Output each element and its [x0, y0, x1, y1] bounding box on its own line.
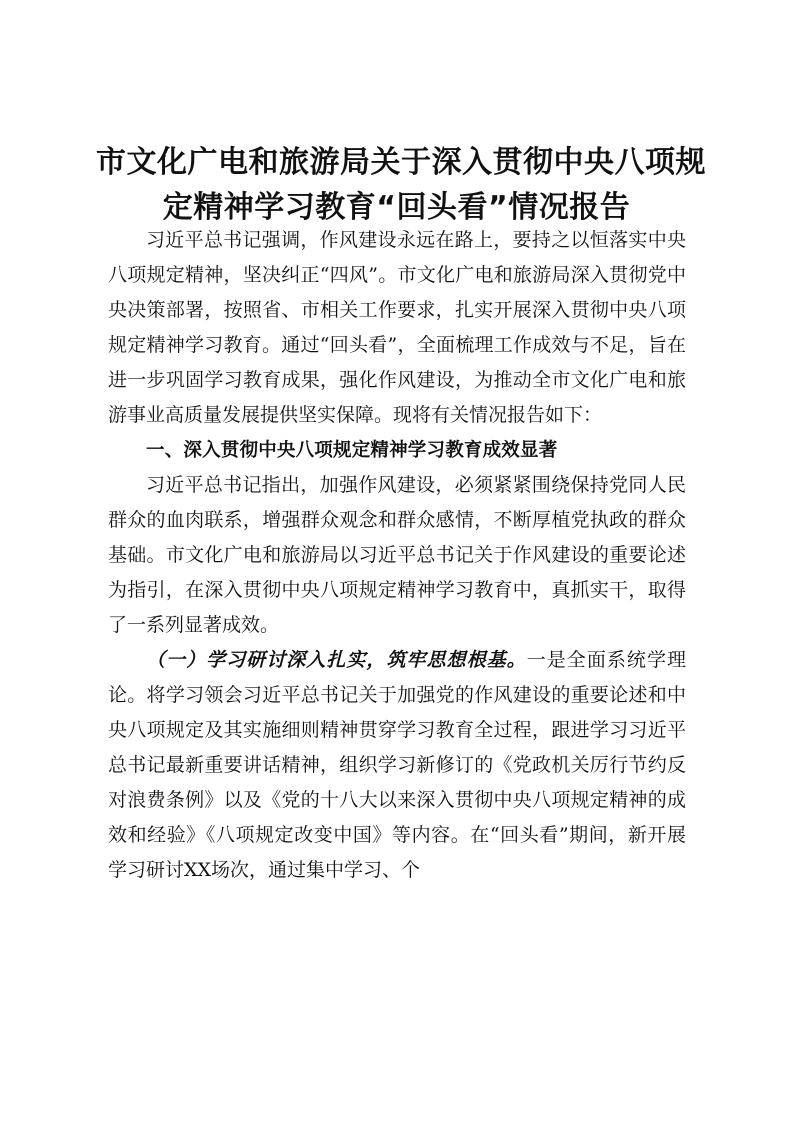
- intro-paragraph: 习近平总书记强调，作风建设永远在路上，要持之以恒落实中央八项规定精神，坚决纠正“四风”。市文化广电和旅游局深入贯彻党中央决策部署，按照省、市相关工作要求，扎实开展深入贯彻中央八项规定精神学习教育。通过“回头看”，全面梳理工作成效与不足，旨在进一步巩固学习教育成果，强化作风建设，为推动全市文化广电和旅游事业高质量发展提供坚实保障。现将有关情况报告如下：: [108, 229, 686, 426]
- section-1-heading: 一、深入贯彻中央八项规定精神学习教育成效显著: [146, 440, 558, 461]
- title-line-1: 市文化广电和旅游局关于深入贯彻中央八项规: [96, 145, 706, 180]
- section-1-paragraph: 习近平总书记指出，加强作风建设，必须紧紧围绕保持党同人民群众的血肉联系，增强群众观念和群众感情，不断厚植党执政的群众基础。市文化广电和旅游局以习近平总书记关于作风建设的重要论述为指引，在深入贯彻中央八项规定精神学习教育中，真抓实干，取得了一系列显著成效。: [108, 474, 686, 636]
- document-title: [96, 140, 706, 230]
- document-body: [108, 223, 686, 888]
- subsection-1-heading: （一）学习研讨深入扎实，筑牢思想根基。: [146, 649, 527, 671]
- subsection-1-text: 一是全面系统学理论。将学习领会习近平总书记关于加强党的作风建设的重要论述和中央八项规定及其实施细则精神贯穿学习教育全过程，跟进学习习近平总书记最新重要讲话精神，组织学习新修订的《党政机关厉行节约反对浪费条例》以及《党的十八大以来深入贯彻中央八项规定精神的成效和经验》《八项规定改变中国》等内容。在“回头看”期间，新开展学习研讨XX场次，通过集中学习、个: [108, 649, 686, 881]
- title-line-2: 定精神学习教育“回头看”情况报告: [162, 190, 631, 225]
- subsection-1-paragraph: [108, 643, 686, 888]
